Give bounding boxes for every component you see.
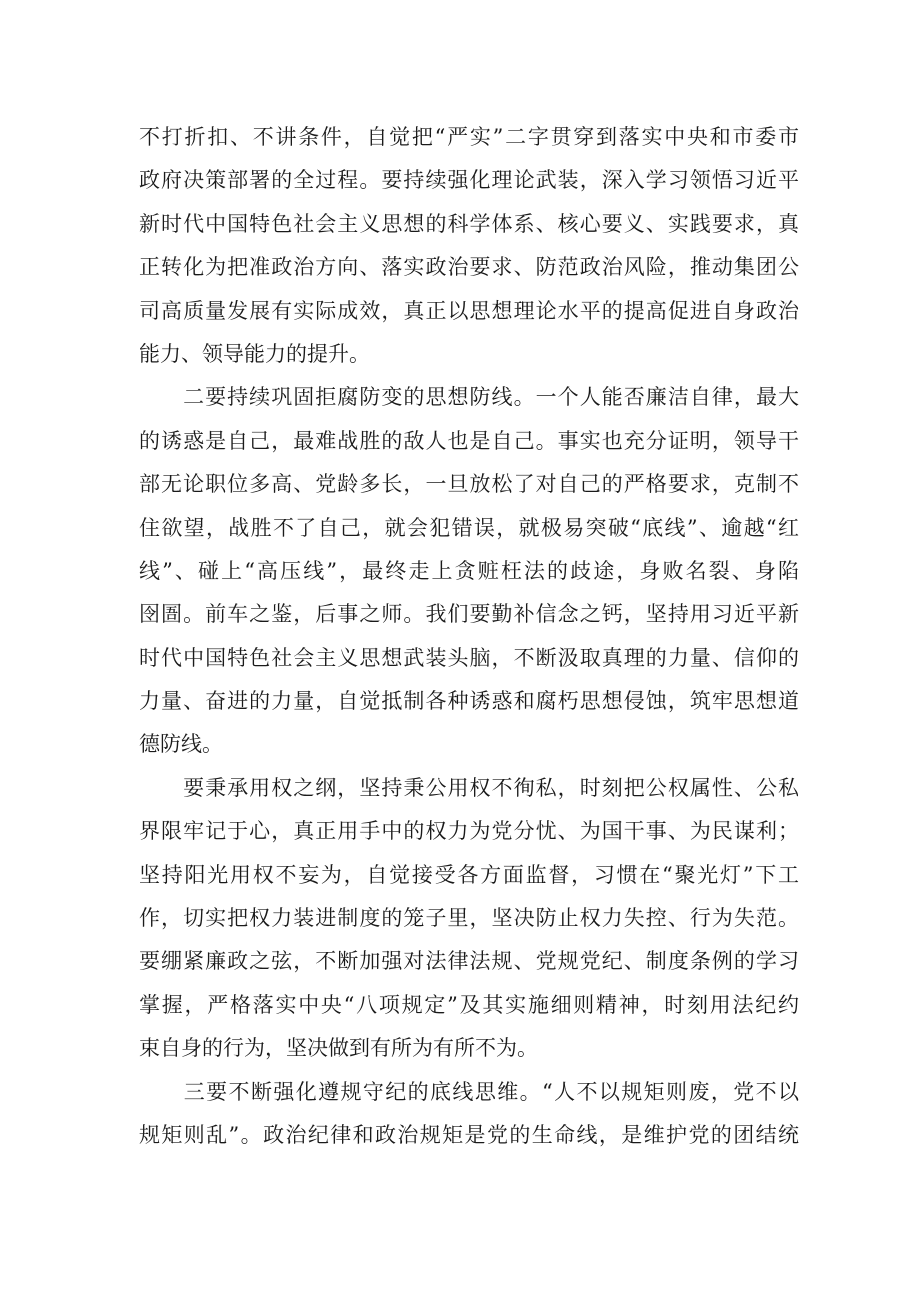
- text-line: 要绷紧廉政之弦，不断加强对法律法规、党规党纪、制度条例的学习: [139, 949, 799, 974]
- text-line: 能力、领导能力的提升。: [139, 341, 370, 366]
- text-line: 不打折扣、不讲条件，自觉把“严实”二字贯穿到落实中央和市委市: [139, 125, 799, 149]
- text-line: 囹圄。前车之鉴，后事之师。我们要勤补信念之钙，坚持用习近平新: [139, 602, 799, 627]
- text-line: 作，切实把权力装进制度的笼子里，坚决防止权力失控、行为失范。: [139, 906, 799, 931]
- text-line: 界限牢记于心，真正用手中的权力为党分忧、为国干事、为民谋利；: [139, 819, 799, 844]
- text-line: 政府决策部署的全过程。要持续强化理论武装，深入学习领悟习近平: [139, 168, 799, 193]
- text-line: 正转化为把准政治方向、落实政治要求、防范政治风险，推动集团公: [139, 255, 799, 280]
- paragraph: [139, 767, 799, 1071]
- text-line: 德防线。: [139, 732, 223, 757]
- text-line: 束自身的行为，坚决做到有所为有所不为。: [139, 1036, 538, 1061]
- document-body: [139, 116, 799, 1157]
- text-line: 时代中国特色社会主义思想武装头脑，不断汲取真理的力量、信仰的: [139, 645, 799, 670]
- text-line: 要秉承用权之纲，坚持秉公用权不徇私，时刻把公权属性、公私: [139, 775, 799, 800]
- text-line: 部无论职位多高、党龄多长，一旦放松了对自己的严格要求，克制不: [139, 472, 799, 497]
- text-line: 的诱惑是自己，最难战胜的敌人也是自己。事实也充分证明，领导干: [139, 428, 799, 453]
- text-line: 住欲望，战胜不了自己，就会犯错误，就极易突破“底线”、逾越“红: [139, 515, 799, 540]
- text-line: 规矩则乱”。政治纪律和政治规矩是党的生命线，是维护党的团结统: [139, 1122, 799, 1147]
- text-line: 力量、奋进的力量，自觉抵制各种诱惑和腐朽思想侵蚀，筑牢思想道: [139, 689, 799, 714]
- text-line: 线”、碰上“高压线”，最终走上贪赃枉法的歧途，身败名裂、身陷: [139, 558, 799, 583]
- text-line: 坚持阳光用权不妄为，自觉接受各方面监督，习惯在“聚光灯”下工: [139, 862, 799, 887]
- text-line: 二要持续巩固拒腐防变的思想防线。一个人能否廉洁自律，最大: [139, 385, 799, 410]
- paragraph: [139, 376, 799, 767]
- text-line: 司高质量发展有实际成效，真正以思想理论水平的提高促进自身政治: [139, 298, 799, 323]
- paragraph: [139, 116, 799, 376]
- text-line: 新时代中国特色社会主义思想的科学体系、核心要义、实践要求，真: [139, 211, 799, 236]
- text-line: 掌握，严格落实中央“八项规定”及其实施细则精神，时刻用法纪约: [139, 992, 799, 1017]
- text-line: 三要不断强化遵规守纪的底线思维。“人不以规矩则废，党不以: [139, 1079, 799, 1104]
- paragraph: [139, 1071, 799, 1158]
